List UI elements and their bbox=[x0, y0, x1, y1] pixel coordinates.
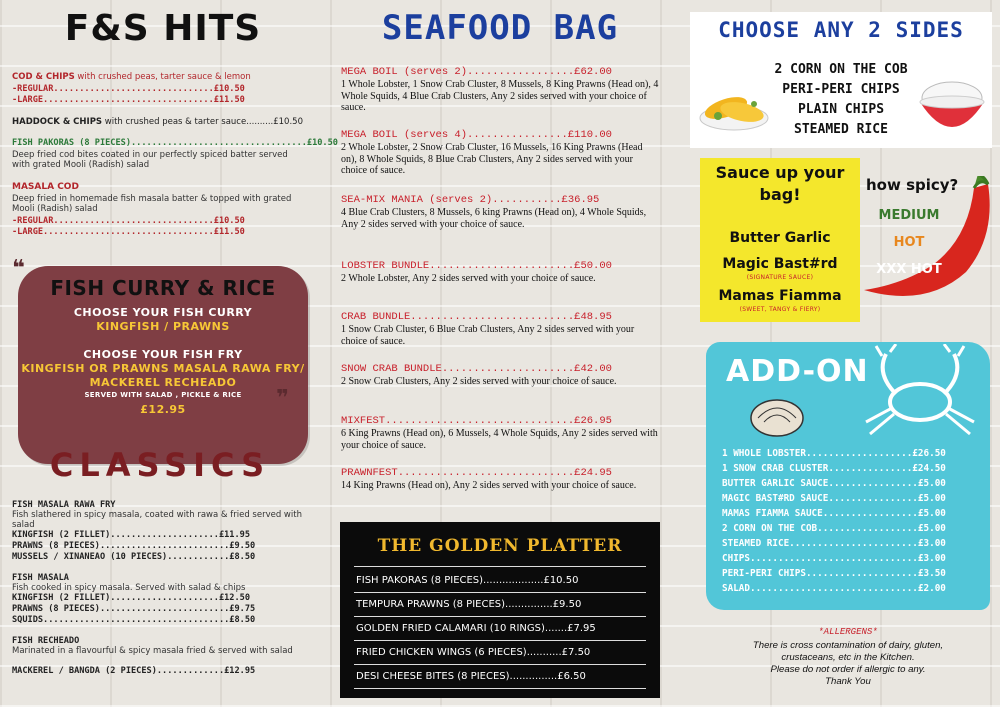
divider bbox=[354, 640, 646, 641]
clam-icon bbox=[748, 394, 806, 438]
quote-open-icon: ❝ bbox=[12, 256, 25, 281]
seafood-item-head: CRAB BUNDLE..........................£48.95 bbox=[341, 311, 612, 323]
price-row: SQUIDS....................................£8.50 bbox=[12, 615, 256, 625]
how-spicy-title: how spicy? bbox=[866, 176, 959, 194]
addon-row: 2 CORN ON THE COB..................£5.00 bbox=[722, 523, 946, 534]
sauce-item: Mamas Fiamma bbox=[718, 288, 842, 304]
price-row: -LARGE.................................£11.50 bbox=[12, 95, 245, 105]
addon-row: 1 WHOLE LOBSTER...................£26.50 bbox=[722, 448, 946, 459]
price-row: PRAWNS (8 PIECES).........................£9.75 bbox=[12, 604, 256, 614]
seafood-item-head: SNOW CRAB BUNDLE.....................£42.00 bbox=[341, 363, 612, 375]
fry-options-2: MACKEREL RECHEADO bbox=[89, 376, 237, 389]
addon-row: STEAMED RICE.......................£3.00 bbox=[722, 538, 946, 549]
sauce-note: (SIGNATURE SAUCE) bbox=[746, 274, 814, 281]
addon-row: 1 SNOW CRAB CLUSTER...............£24.50 bbox=[722, 463, 946, 474]
fish-curry-box bbox=[12, 256, 308, 464]
seafood-item-head: MEGA BOIL (serves 2).................£62.00 bbox=[341, 66, 612, 78]
classic-rech-title: FISH RECHEADO bbox=[12, 636, 80, 646]
sides-title: CHOOSE ANY 2 SIDES bbox=[718, 18, 964, 42]
sauce-title-line-2: bag! bbox=[759, 185, 801, 204]
price-row: PRAWNS (8 PIECES).........................£9.50 bbox=[12, 541, 256, 551]
seafood-item-3 bbox=[341, 260, 659, 285]
divider bbox=[354, 688, 646, 689]
choose-fry: CHOOSE YOUR FISH FRY bbox=[83, 348, 243, 361]
seafood-item-head: PRAWNFEST............................£24.95 bbox=[341, 467, 612, 479]
addon-row: CHIPS..............................£3.00 bbox=[722, 553, 946, 564]
seafood-item-head: MIXFEST..............................£26.95 bbox=[341, 415, 612, 427]
fs-hits-title: F&S HITS bbox=[64, 8, 262, 49]
classic-fm-title: FISH MASALA bbox=[12, 573, 69, 583]
side-item: PLAIN CHIPS bbox=[797, 102, 885, 117]
classics-title: CLASSICS bbox=[49, 446, 271, 484]
golden-platter-title: THE GOLDEN PLATTER bbox=[377, 536, 623, 556]
item-desc: with crushed peas, tarter sauce & lemon bbox=[74, 72, 251, 82]
addon-row: PERI-PERI CHIPS....................£3.50 bbox=[722, 568, 946, 579]
addon-row: MAMAS FIAMMA SAUCE.................£5.00 bbox=[722, 508, 946, 519]
allergens-line: There is cross contamination of dairy, gluten, bbox=[752, 640, 944, 651]
seafood-item-2 bbox=[341, 194, 659, 230]
item-desc: Marinated in a flavourful & spicy masala fried & served with salad bbox=[12, 646, 293, 656]
sauce-box bbox=[700, 158, 860, 322]
curry-options: KINGFISH / PRAWNS bbox=[96, 320, 230, 333]
seafood-item-6 bbox=[341, 415, 659, 451]
side-item: 2 CORN ON THE COB bbox=[774, 62, 908, 77]
allergens-line: Thank You bbox=[825, 676, 871, 687]
side-item: PERI-PERI CHIPS bbox=[782, 82, 900, 97]
item-name: COD & CHIPS bbox=[12, 72, 75, 82]
divider bbox=[354, 616, 646, 617]
seafood-item-0 bbox=[341, 66, 659, 114]
divider bbox=[354, 592, 646, 593]
sauce-title bbox=[700, 162, 860, 206]
item-name: HADDOCK & CHIPS bbox=[12, 117, 103, 127]
sauce-note: (SWEET, TANGY & FIERY) bbox=[739, 306, 821, 313]
spicy-level-medium: MEDIUM bbox=[878, 208, 940, 223]
price-row: -REGULAR...............................£10.50 bbox=[12, 216, 245, 226]
price-row: MACKEREL / BANGDA (2 PIECES).............£12.95 bbox=[12, 666, 256, 676]
seafood-item-7 bbox=[341, 467, 659, 492]
price-row: MUSSELS / XINANEAO (10 PIECES)............£8.50 bbox=[12, 552, 256, 562]
addon-row: SALAD..............................£2.00 bbox=[722, 583, 946, 594]
rice-bowl-icon bbox=[916, 72, 988, 140]
seafood-item-desc: 6 King Prawns (Head on), 6 Mussels, 4 Whole Squids, Any 2 sides served with your choice of sauce. bbox=[341, 428, 658, 451]
seafood-item-head: SEA-MIX MANIA (serves 2)...........£36.95 bbox=[341, 194, 600, 206]
seafood-bag-title: SEAFOOD BAG bbox=[381, 8, 619, 48]
seafood-item-5 bbox=[341, 363, 659, 388]
sauce-item: Magic Bast#rd bbox=[722, 256, 838, 272]
price-row: KINGFISH (2 FILLET).....................£12.50 bbox=[12, 593, 250, 603]
corn-plate-icon bbox=[698, 78, 770, 134]
golden-row: FISH PAKORAS (8 PIECES)...................£10.50 bbox=[356, 575, 579, 586]
item-desc: Fish slathered in spicy masala, coated with rawa & fried served with salad bbox=[12, 510, 302, 530]
sauce-item: Butter Garlic bbox=[729, 230, 831, 246]
served-with: SERVED WITH SALAD , PICKLE & RICE bbox=[84, 391, 242, 399]
addon-row: BUTTER GARLIC SAUCE................£5.00 bbox=[722, 478, 946, 489]
menu-item-cod-chips bbox=[12, 72, 251, 83]
golden-row: FRIED CHICKEN WINGS (6 PIECES)...........£7.50 bbox=[356, 647, 591, 658]
seafood-item-4 bbox=[341, 311, 659, 347]
fry-options-1: KINGFISH OR PRAWNS MASALA RAWA FRY/ bbox=[21, 362, 305, 375]
sides-box bbox=[690, 12, 992, 148]
price-row: -LARGE.................................£11.50 bbox=[12, 227, 245, 237]
golden-row: DESI CHEESE BITES (8 PIECES)...............£6.50 bbox=[356, 671, 586, 682]
addon-row: MAGIC BAST#RD SAUCE................£5.00 bbox=[722, 493, 946, 504]
seafood-item-desc: 2 Whole Lobster, 2 Snow Crab Cluster, 16 Mussels, 16 King Prawns (Head on), 8 Whole Squids, 8 Blue Crab Clusters, Any 2 sides served with your choice of sauce. bbox=[341, 142, 643, 176]
menu-item-masala-cod: MASALA COD bbox=[12, 182, 79, 192]
seafood-item-1 bbox=[341, 129, 659, 177]
item-desc: Fish cooked in spicy masala. Served with salad & chips bbox=[12, 583, 246, 593]
seafood-item-desc: 1 Whole Lobster, 1 Snow Crab Cluster, 8 Mussels, 8 King Prawns (Head on), 4 Whole Squids, 4 Blue Crab Clusters, Any 2 sides served with your choice of sauce. bbox=[341, 79, 659, 113]
seafood-item-desc: 2 Snow Crab Clusters, Any 2 sides served with your choice of sauce. bbox=[341, 376, 617, 387]
golden-row: TEMPURA PRAWNS (8 PIECES)...............£9.50 bbox=[356, 599, 582, 610]
allergens-line: crustaceans, etc in the Kitchen. bbox=[781, 652, 915, 663]
menu-item-haddock bbox=[12, 117, 303, 128]
seafood-item-head: MEGA BOIL (serves 4)................£110.00 bbox=[341, 129, 612, 141]
golden-row: GOLDEN FRIED CALAMARI (10 RINGS).......£7.95 bbox=[356, 623, 596, 634]
spicy-level-hot: HOT bbox=[893, 235, 925, 250]
classic-rawa-title: FISH MASALA RAWA FRY bbox=[12, 500, 116, 510]
menu-item-pakoras: FISH PAKORAS (8 PIECES)..................................£10.50 bbox=[12, 138, 338, 148]
divider bbox=[354, 566, 646, 567]
curry-price: £12.95 bbox=[140, 403, 186, 416]
spicy-level-xxx-hot: XXX HOT bbox=[876, 262, 942, 277]
seafood-item-desc: 1 Snow Crab Cluster, 6 Blue Crab Clusters, Any 2 sides served with your choice of sauce. bbox=[341, 324, 635, 347]
item-desc: with crushed peas & tarter sauce..........£10.50 bbox=[102, 117, 303, 127]
addon-title: ADD-ON bbox=[726, 354, 869, 389]
golden-platter-box bbox=[340, 522, 660, 698]
divider bbox=[354, 664, 646, 665]
item-desc: Deep fried cod bites coated in our perfectly spiced batter served with grated Mooli (Radish) salad bbox=[12, 150, 288, 170]
price-row: KINGFISH (2 FILLET).....................£11.95 bbox=[12, 530, 250, 540]
choose-curry: CHOOSE YOUR FISH CURRY bbox=[73, 306, 253, 319]
seafood-item-head: LOBSTER BUNDLE.......................£50.00 bbox=[341, 260, 612, 272]
sauce-title-line-1: Sauce up your bbox=[715, 163, 845, 182]
curry-title: FISH CURRY & RICE bbox=[50, 276, 276, 300]
seafood-item-desc: 2 Whole Lobster, Any 2 sides served with your choice of sauce. bbox=[341, 273, 596, 284]
side-item: STEAMED RICE bbox=[794, 122, 888, 137]
allergens-line: Please do not order if allergic to any. bbox=[770, 664, 926, 675]
seafood-item-desc: 14 King Prawns (Head on), Any 2 sides served with your choice of sauce. bbox=[341, 480, 637, 491]
quote-close-icon: ❞ bbox=[276, 386, 289, 411]
item-desc: Deep fried in homemade fish masala batter & topped with grated Mooli (Radish) salad bbox=[12, 194, 292, 214]
allergens-title: *ALLERGENS* bbox=[818, 627, 878, 637]
addon-box bbox=[706, 342, 990, 610]
price-row: -REGULAR...............................£10.50 bbox=[12, 84, 245, 94]
crab-icon bbox=[856, 344, 982, 440]
seafood-item-desc: 4 Blue Crab Clusters, 8 Mussels, 6 king Prawns (Head on), 4 Whole Squids, Any 2 sides served with your choice of sauce. bbox=[341, 207, 647, 230]
